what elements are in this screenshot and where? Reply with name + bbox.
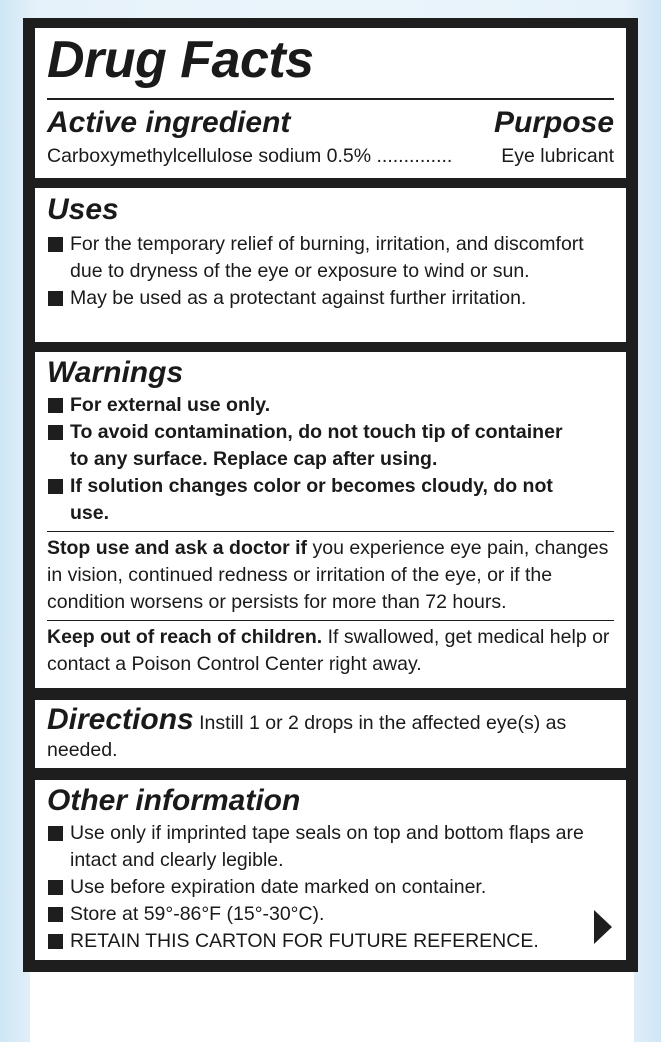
lower-card [30, 972, 634, 1042]
warnings-section [35, 352, 626, 688]
purpose-heading: Purpose [493, 106, 614, 139]
directions-section [35, 700, 626, 768]
list-item: To avoid contamination, do not touch tip of container to any surface. Replace cap after using. [47, 419, 614, 473]
uses-heading: Uses [47, 193, 119, 226]
directions-heading: Directions [47, 703, 194, 736]
ingredient-row [47, 143, 614, 170]
list-item: RETAIN THIS CARTON FOR FUTURE REFERENCE. [47, 928, 614, 955]
active-header-row [47, 106, 614, 140]
bullet-square-icon [48, 425, 63, 440]
play-triangle-icon [594, 910, 612, 944]
active-ingredient-heading: Active ingredient [47, 106, 291, 139]
drug-facts-panel [23, 18, 638, 972]
warnings-divider [47, 531, 614, 532]
other-information-section [35, 780, 626, 960]
stop-use-paragraph: Stop use and ask a doctor if you experience eye pain, changes in vision, continued redness or irritation of the eye, or if the condition worsens or persists for more than 72 hours. [47, 537, 609, 613]
ingredient-name: Carboxymethylcellulose sodium 0.5% .............. [47, 145, 453, 167]
bullet-square-icon [48, 934, 63, 949]
bullet-square-icon [48, 907, 63, 922]
list-item: If solution changes color or becomes cloudy, do not use. [47, 473, 614, 527]
ingredient-purpose: Eye lubricant [501, 145, 614, 167]
bullet-square-icon [48, 826, 63, 841]
title-rule [47, 98, 614, 100]
keep-out-paragraph: Keep out of reach of children. If swallowed, get medical help or contact a Poison Control Center right away. [47, 626, 610, 675]
bullet-square-icon [48, 237, 63, 252]
bullet-square-icon [48, 880, 63, 895]
bullet-square-icon [48, 291, 63, 306]
warnings-heading: Warnings [47, 356, 184, 389]
active-ingredient-section [35, 28, 626, 178]
warnings-divider [47, 620, 614, 621]
list-item: For external use only. [47, 392, 614, 419]
uses-section [35, 188, 626, 342]
bullet-square-icon [48, 398, 63, 413]
bullet-square-icon [48, 479, 63, 494]
list-item: Store at 59°-86°F (15°-30°C). [47, 901, 614, 928]
list-item: Use only if imprinted tape seals on top and bottom flaps are intact and clearly legible. [47, 820, 614, 874]
directions-paragraph: Directions Instill 1 or 2 drops in the affected eye(s) as needed. [47, 703, 567, 761]
other-information-heading: Other information [47, 784, 301, 817]
list-item: May be used as a protectant against further irritation. [47, 285, 614, 312]
list-item: For the temporary relief of burning, irritation, and discomfort due to dryness of the eye or exposure to wind or sun. [47, 231, 614, 285]
list-item: Use before expiration date marked on container. [47, 874, 614, 901]
page-title: Drug Facts [47, 31, 314, 89]
